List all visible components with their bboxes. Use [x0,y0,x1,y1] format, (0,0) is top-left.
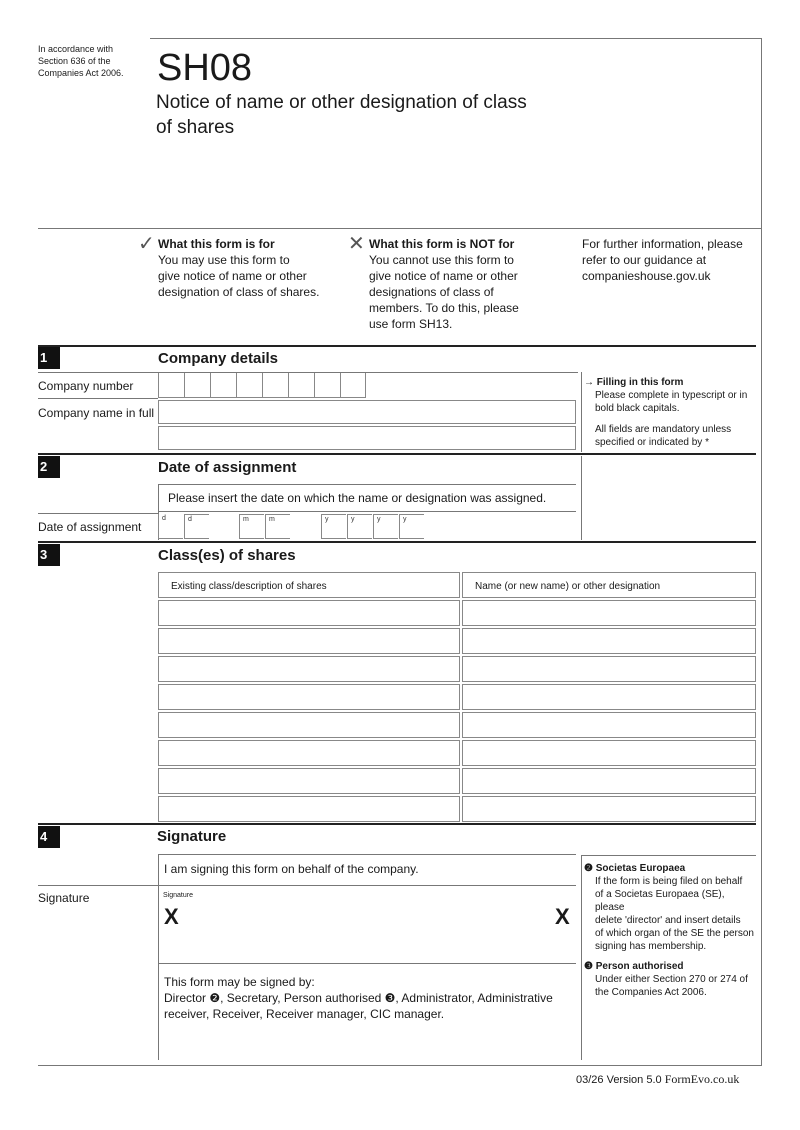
filling-in-note: → Filling in this form Please complete in typescript or in bold black capitals. All fields are mandatory unless specified or indicated by * [584,377,748,448]
new-designation-input[interactable] [462,684,756,710]
section1-note-divider [581,372,582,452]
label-rule [38,398,158,399]
bottom-border [38,1065,762,1066]
section1-title: Company details [158,350,279,367]
intro-top-rule [38,228,762,229]
check-icon: ✓ [138,233,155,255]
section2-number: 2 [38,456,60,478]
existing-class-input[interactable] [158,712,460,738]
signing-statement: I am signing this form on behalf of the company. [164,862,419,876]
signed-by-block: This form may be signed by: Director ❷, Secretary, Person authorised ❸, Administrator, Administrative receiver, Receiver, Receiver manager, CIC manager. [164,975,553,1021]
section4-rule [38,823,756,825]
note-person-authorised-title: ❸ Person authorised [584,961,684,972]
date-label: Date of assignment [38,520,142,534]
date-year-digit-3[interactable]: y [373,514,398,539]
existing-class-input[interactable] [158,684,460,710]
existing-class-input[interactable] [158,656,460,682]
section2-note-divider [581,456,582,540]
what-for-block: What this form is for You may use this form to give notice of name or other designation of class of shares. [158,237,320,299]
date-day-digit-2[interactable]: d [184,514,209,539]
form-code: SH08 [157,47,253,89]
section3-rule [38,541,756,543]
section2-instruction-top [158,484,576,485]
company-number-label: Company number [38,379,134,393]
col-existing-class-header: Existing class/description of shares [158,572,460,598]
new-designation-input[interactable] [462,712,756,738]
section4-number: 4 [38,826,60,848]
arrow-right-icon: → [584,377,594,388]
date-label-rule [38,513,158,514]
legal-reference: In accordance with Section 636 of the Companies Act 2006. [38,44,124,78]
section4-note-divider [581,855,582,1060]
right-border [761,38,762,1065]
new-designation-input[interactable] [462,740,756,766]
statement-top [158,854,576,855]
new-designation-input[interactable] [462,768,756,794]
footer [576,1072,739,1087]
date-month-digit-1[interactable]: m [239,514,264,539]
further-info-block: For further information, please refer to our guidance at companieshouse.gov.uk [582,237,743,283]
signature-start-mark: X [164,904,179,929]
signature-box[interactable] [159,886,577,958]
section2-instruction-bottom [158,511,576,512]
new-designation-input[interactable] [462,600,756,626]
new-designation-input[interactable] [462,628,756,654]
col-new-designation-header: Name (or new name) or other designation [462,572,756,598]
existing-class-input[interactable] [158,628,460,654]
section4-title: Signature [157,828,227,845]
top-border [150,38,762,39]
note-societas-europaea-title: ❷ Societas Europaea [584,863,686,874]
section4-note-top [581,855,756,856]
date-day-digit-1[interactable]: d [158,514,183,539]
existing-class-input[interactable] [158,796,460,822]
date-month-digit-2[interactable]: m [265,514,290,539]
section1-number: 1 [38,347,60,369]
section3-title: Class(es) of shares [158,547,296,564]
signature-hint: Signature [163,892,193,899]
signature-label: Signature [38,891,90,905]
existing-class-input[interactable] [158,768,460,794]
existing-class-input[interactable] [158,600,460,626]
date-year-digit-1[interactable]: y [321,514,346,539]
existing-class-input[interactable] [158,740,460,766]
new-designation-input[interactable] [462,796,756,822]
new-designation-input[interactable] [462,656,756,682]
date-year-digit-4[interactable]: y [399,514,424,539]
company-number-input[interactable] [158,373,366,398]
section1-rule [38,345,756,347]
company-name-input-line1[interactable] [158,400,576,424]
company-name-input-line2[interactable] [158,426,576,450]
signed-by-top [158,963,576,964]
signature-end-mark: X [555,904,570,929]
section3-number: 3 [38,544,60,566]
section2-title: Date of assignment [158,459,297,476]
section2-rule [38,453,756,455]
footer-site: FormEvo.co.uk [664,1072,740,1086]
cross-icon: ✕ [348,233,365,255]
company-name-label: Company name in full [38,406,155,420]
form-title: Notice of name or other designation of class of shares [156,92,527,138]
what-not-for-block: What this form is NOT for You cannot use this form to give notice of name or other designations of class of members. To do this, please use form SH13. [369,237,519,331]
signature-notes: ❷ Societas Europaea If the form is being filed on behalf of a Societas Europaea (SE), please delete 'director' and insert details of which organ of the SE the person signing has membership. ❸ Person authorised Under either Section 270 or 274 of the Companies Act 2006. [584,863,754,998]
date-year-digit-2[interactable]: y [347,514,372,539]
footer-version: 03/26 Version 5.0 [576,1074,662,1086]
date-instruction: Please insert the date on which the name or designation was assigned. [168,491,547,505]
